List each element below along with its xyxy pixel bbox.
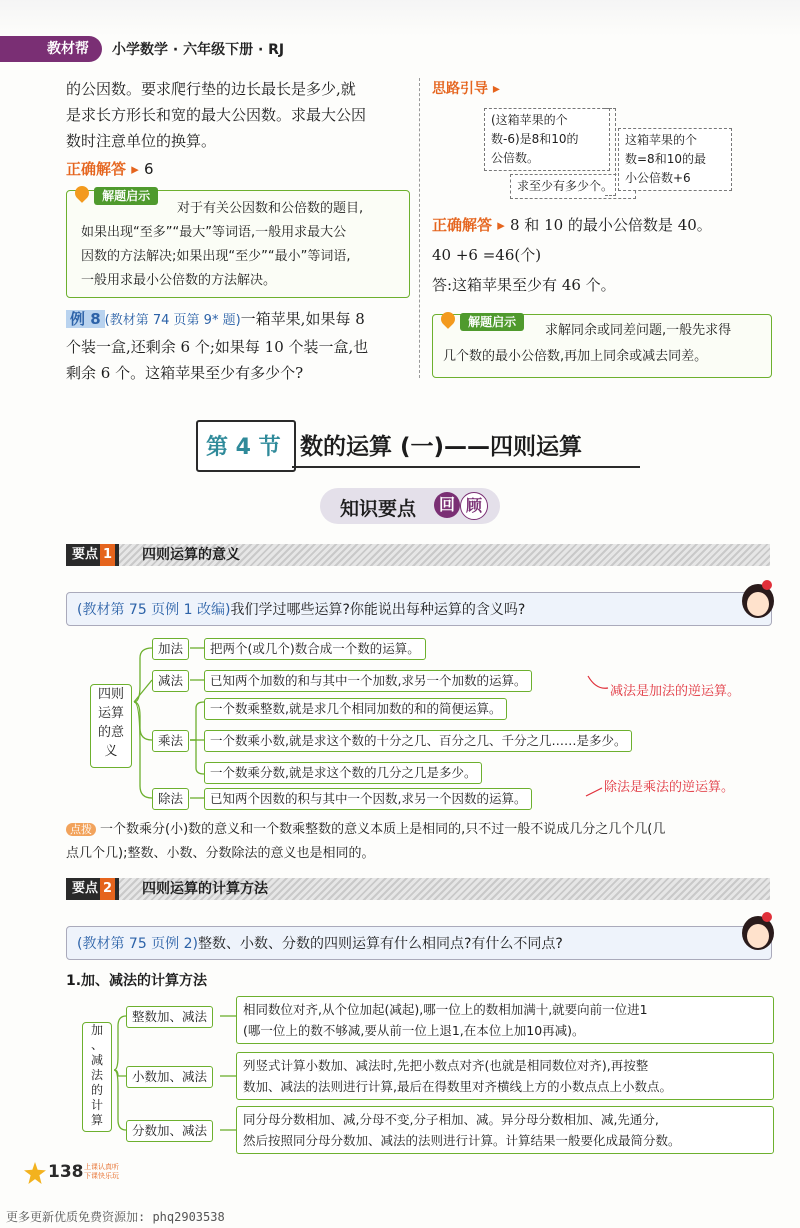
def-multiply-integer: 一个数乘整数,就是求几个相同加数的和的简便运算。 <box>204 698 507 720</box>
text-line: 一箱苹果,如果每 8 <box>240 310 365 328</box>
text-line: 这箱苹果的个 <box>625 133 698 147</box>
hint-label: 解题启示 <box>460 313 524 331</box>
answer-label: 正确解答 <box>66 160 127 178</box>
knowledge-review-banner <box>320 488 500 524</box>
right-answer <box>432 212 712 238</box>
question-ref: (教材第 75 页例 2) <box>77 936 198 952</box>
text-line: 相同数位对齐,从个位加起(减起),哪一位上的数相加满十,就要向前一位进1 <box>243 1002 648 1017</box>
section-number-box <box>196 420 296 472</box>
note-divide: 除法是乘法的逆运算。 <box>604 780 735 795</box>
text-line: 上课认真听 <box>84 1163 119 1171</box>
sub-title: 1.加、减法的计算方法 <box>66 973 208 989</box>
pin-icon <box>72 183 92 203</box>
arrow-icon: ▸ <box>488 81 500 97</box>
calc-line: 40 +6 =46(个) <box>432 246 542 264</box>
girl-avatar <box>738 580 778 626</box>
knowledge-badge-2: 顾 <box>460 492 488 520</box>
hint-line: 求解同余或同差问题,一般先求得 <box>545 323 732 338</box>
op-integer-add-sub: 整数加、减法 <box>126 1006 213 1028</box>
guide-bracket <box>605 108 616 196</box>
point-1-bar <box>66 544 770 566</box>
guide-label: 思路引导 <box>432 81 488 97</box>
text-line: (哪一位上的数不够减,要从前一位上退1,在本位上加10再减)。 <box>243 1023 585 1038</box>
left-answer <box>66 156 154 182</box>
example-8 <box>66 306 412 386</box>
point-title: 四则运算的意义 <box>142 547 240 563</box>
text-line: 然后按照同分母分数加、减法的法则进行计算。计算结果一般要化成最简分数。 <box>243 1133 681 1148</box>
point-label: 要点 2 <box>66 878 119 900</box>
text-line: 下课快乐玩 <box>84 1172 119 1180</box>
point-label: 要点 1 <box>66 544 119 566</box>
hint-line: 对于有关公因数和公倍数的题目, <box>177 201 364 216</box>
text-line: (这箱苹果的个 <box>491 113 568 127</box>
def-subtract: 已知两个加数的和与其中一个加数,求另一个加数的运算。 <box>204 670 532 692</box>
example-label: 例 8 <box>66 310 105 328</box>
text-line: 个装一盒,还剩余 6 个;如果每 10 个装一盒,也 <box>66 338 369 356</box>
hint-line: 一般用求最小公倍数的方法解决。 <box>81 273 277 288</box>
text-line: 算 <box>90 1113 103 1127</box>
top-margin <box>0 0 800 36</box>
hint-label: 解题启示 <box>94 187 158 205</box>
text-line: 、 <box>90 1038 103 1052</box>
guide-header <box>432 78 500 98</box>
text-line: 小公倍数+6 <box>625 171 691 185</box>
def-multiply-decimal: 一个数乘小数,就是求这个数的十分之几、百分之几、千分之几……是多少。 <box>204 730 632 752</box>
op-decimal-add-sub: 小数加、减法 <box>126 1066 213 1088</box>
op-fraction-add-sub: 分数加、减法 <box>126 1120 213 1142</box>
girl-avatar <box>738 912 778 958</box>
def-add: 把两个(或几个)数合成一个数的运算。 <box>204 638 426 660</box>
tip-block <box>66 818 770 866</box>
op-multiply: 乘法 <box>152 730 189 752</box>
note-subtract: 减法是加法的逆运算。 <box>610 684 741 699</box>
header-tag: 教材帮 <box>34 36 102 62</box>
section-number: 第 4 节 <box>206 435 281 460</box>
page-header <box>0 36 800 62</box>
rule-integer <box>236 996 774 1044</box>
pin-icon <box>438 309 458 329</box>
page-footer <box>24 1160 164 1188</box>
hint-line: 几个数的最小公倍数,再加上同余或减去同差。 <box>443 349 708 364</box>
hint-line: 因数的方法解决;如果出现“至少”“最小”等词语, <box>81 249 351 264</box>
text-line: 四则 <box>97 687 124 702</box>
text-line: 是求长方形长和宽的最大公因数。求最大公因 <box>66 106 367 124</box>
right-hint-box <box>432 314 772 378</box>
example-ref: (教材第 74 页第 9* 题) <box>104 313 241 328</box>
text-line: 公倍数。 <box>491 151 540 165</box>
footer-note: 更多更新优质免费资源加: phq2903538 <box>6 1210 225 1224</box>
answer-text: 8 和 10 的最小公倍数是 40。 <box>510 216 712 234</box>
text-line: 法 <box>90 1068 103 1082</box>
text-line: 剩余 6 个。这箱苹果至少有多少个? <box>66 364 304 382</box>
question-text <box>77 933 563 953</box>
left-hint-box <box>66 190 410 298</box>
guide-box-2: 求至少有多少个。 <box>510 174 636 199</box>
point-title: 四则运算的计算方法 <box>142 881 268 897</box>
def-multiply-fraction: 一个数乘分数,就是求这个数的几分之几是多少。 <box>204 762 482 784</box>
arrow-icon: ▸ <box>126 160 144 178</box>
question: 整数、小数、分数的四则运算有什么相同点?有什么不同点? <box>198 936 563 952</box>
section-heading: 数的运算 (一)——四则运算 <box>300 434 583 460</box>
star-icon <box>24 1162 46 1184</box>
op-divide: 除法 <box>152 788 189 810</box>
question-box-2 <box>66 926 772 960</box>
footer-badge <box>84 1163 119 1181</box>
header-stripe <box>0 36 34 62</box>
tip-line: 一个数乘分(小)数的意义和一个数乘整数的意义本质上是相同的,只不过一般不说成几分之几个几(几 <box>100 822 666 837</box>
tip-line: 点几个几);整数、小数、分数除法的意义也是相同的。 <box>66 846 375 861</box>
section-underline <box>292 466 640 468</box>
text-line: 运算 <box>97 706 124 721</box>
text-line: 列竖式计算小数加、减法时,先把小数点对齐(也就是相同数位对齐),再按整 <box>243 1058 649 1073</box>
question-text <box>77 599 525 619</box>
section-title <box>196 420 640 468</box>
result-line: 答:这箱苹果至少有 46 个。 <box>432 276 616 294</box>
column-divider <box>419 78 420 378</box>
knowledge-badge-1: 回 <box>434 492 460 518</box>
hint-header <box>75 185 158 204</box>
question: 我们学过哪些运算?你能说出每种运算的含义吗? <box>230 602 526 618</box>
header-title: 小学数学 · 六年级下册 · RJ <box>112 42 285 58</box>
text-line: 数-6)是8和10的 <box>491 132 579 146</box>
knowledge-text: 知识要点 <box>340 498 417 520</box>
text-line: 的 <box>90 1083 103 1097</box>
tip-label: 点拨 <box>66 823 96 836</box>
text-line: 数=8和10的最 <box>625 152 706 166</box>
text-line: 减 <box>90 1053 103 1067</box>
text-line: 义 <box>104 744 118 759</box>
text-line: 加 <box>90 1023 103 1037</box>
guide-box-1 <box>484 108 610 171</box>
left-paragraph <box>66 76 412 154</box>
def-divide: 已知两个因数的积与其中一个因数,求另一个因数的运算。 <box>204 788 532 810</box>
text-line: 数加、减法的法则进行计算,最后在得数里对齐横线上方的小数点点上小数点。 <box>243 1079 672 1094</box>
rule-decimal <box>236 1052 774 1100</box>
text-line: 的意 <box>97 725 124 740</box>
question-box-1 <box>66 592 772 626</box>
rule-fraction <box>236 1106 774 1154</box>
hint-header <box>441 311 524 330</box>
point-2-bar <box>66 878 770 900</box>
page-number: 138 <box>48 1162 84 1182</box>
arrow-icon: ▸ <box>492 216 510 234</box>
answer-value: 6 <box>144 160 154 178</box>
tree-root-1 <box>90 684 132 768</box>
text-line: 同分母分数相加、减,分母不变,分子相加、减。异分母分数相加、减,先通分, <box>243 1112 659 1127</box>
hint-line: 如果出现“至多”“最大”等词语,一般用求最大公 <box>81 225 347 240</box>
text-line: 数时注意单位的换算。 <box>66 132 217 150</box>
answer-label: 正确解答 <box>432 216 493 234</box>
guide-box-3 <box>618 128 732 191</box>
op-subtract: 减法 <box>152 670 189 692</box>
text-line: 的公因数。要求爬行垫的边长最长是多少,就 <box>66 80 356 98</box>
op-add: 加法 <box>152 638 189 660</box>
text-line: 计 <box>90 1098 103 1112</box>
tree-root-2 <box>82 1022 112 1132</box>
question-ref: (教材第 75 页例 1 改编) <box>77 602 231 618</box>
